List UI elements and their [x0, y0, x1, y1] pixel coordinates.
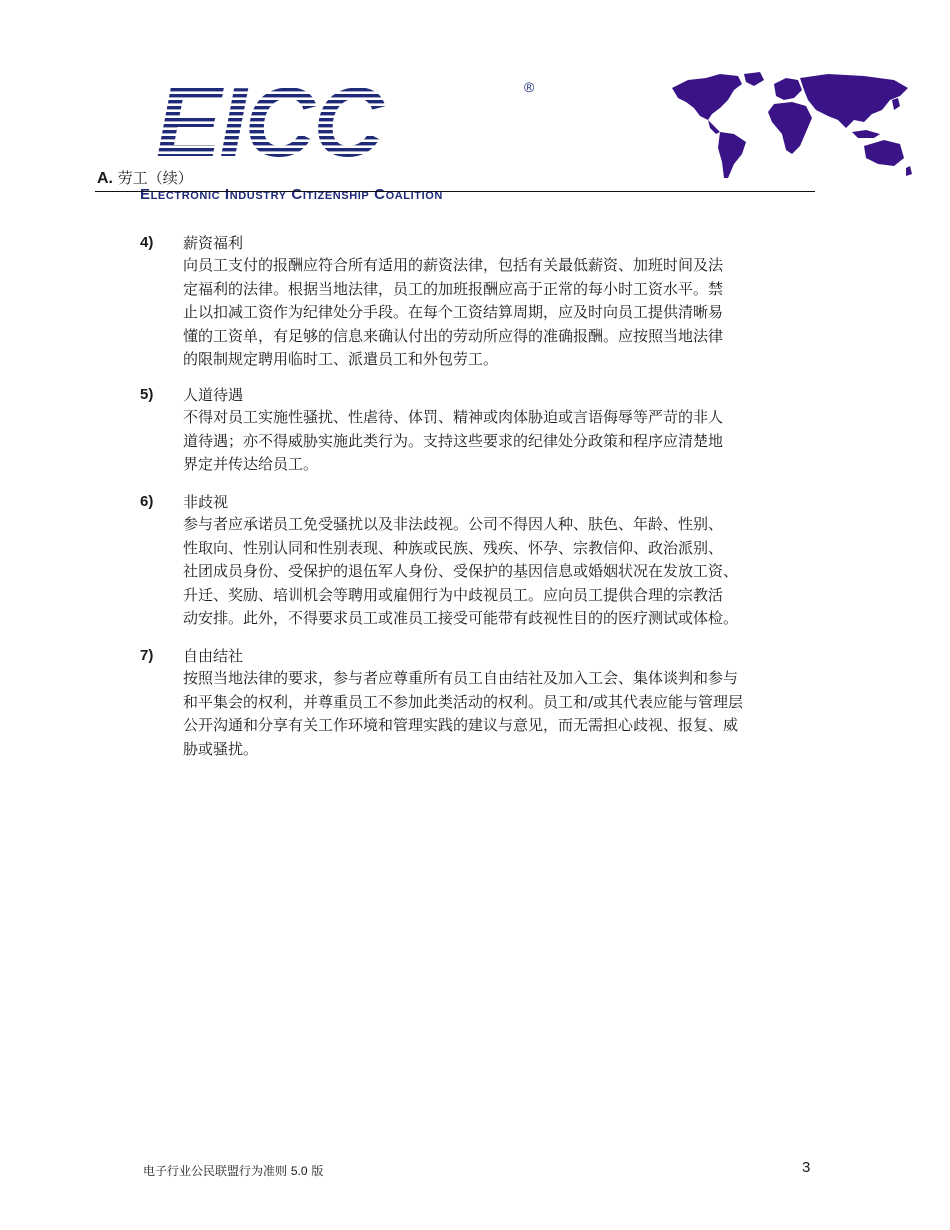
- clause-body: [183, 667, 743, 761]
- clause-number: 4): [140, 234, 154, 251]
- world-map-icon: [668, 70, 913, 182]
- logo-wordmark: EICC: [156, 70, 383, 177]
- clause-line: 定福利的法律。根据当地法律，员工的加班报酬应高于正常的每小时工资水平。禁: [183, 279, 724, 298]
- section-letter: A.: [97, 170, 113, 187]
- clause-title: 自由结社: [183, 647, 244, 665]
- footer-version: 5.0: [290, 1164, 308, 1178]
- clause-line: 向员工支付的报酬应符合所有适用的薪资法律，包括有关最低薪资、加班时间及法: [183, 256, 724, 274]
- clause-line: 界定并传达给员工。: [183, 455, 319, 474]
- clause-line: 按照当地法律的要求，参与者应尊重所有员工自由结社及加入工会、集体谈判和参与: [183, 669, 739, 687]
- clause-number: 5): [140, 386, 154, 403]
- clause-line: 懂的工资单，有足够的信息来确认付出的劳动所应得的准确报酬。应按照当地法律: [183, 326, 724, 345]
- clause-body: [183, 406, 723, 477]
- clause-line: 升迁、奖励、培训机会等聘用或雇佣行为中歧视员工。应向员工提供合理的宗教活: [183, 585, 724, 604]
- footer-title-text: 电子行业公民联盟行为准则: [143, 1164, 288, 1178]
- eicc-logo-mark: [140, 70, 540, 182]
- clause-body: [183, 254, 723, 372]
- clause-line: 动安排。此外，不得要求员工或准员工接受可能带有歧视性目的的医疗测试或体检。: [183, 609, 739, 628]
- logo-subtitle: Electronic Industry Citizenship Coalition: [140, 186, 443, 203]
- footer-document-title: [143, 1162, 323, 1179]
- page-number: 3: [802, 1159, 811, 1176]
- clause-line: 公开沟通和分享有关工作环境和管理实践的建议与意见，而无需担心歧视、报复、威: [183, 716, 739, 735]
- eicc-logo: [140, 70, 540, 208]
- clause-body: [183, 513, 738, 631]
- clause-number: 7): [140, 647, 154, 664]
- clause-title: 非歧视: [183, 493, 229, 511]
- clause-title: 薪资福利: [183, 234, 244, 252]
- section-heading: [97, 168, 193, 189]
- clause-line: 性取向、性别认同和性别表现、种族或民族、残疾、怀孕、宗教信仰、政治派别、: [183, 538, 724, 557]
- clause-line: 的限制规定聘用临时工、派遣员工和外包劳工。: [183, 350, 499, 369]
- clause-title: 人道待遇: [183, 386, 244, 404]
- clause-line: 胁或骚扰。: [183, 739, 259, 758]
- clause-line: 和平集会的权利，并尊重员工不参加此类活动的权利。员工和/或其代表应能与管理层: [183, 692, 744, 711]
- section-title: 劳工（续）: [117, 169, 193, 187]
- clause-line: 止以扣减工资作为纪律处分手段。在每个工资结算周期，应及时向员工提供清晰易: [183, 303, 724, 322]
- clause-line: 社团成员身份、受保护的退伍军人身份、受保护的基因信息或婚姻状况在发放工资、: [183, 562, 739, 581]
- header-rule: [95, 191, 815, 192]
- footer-version-suffix: 版: [311, 1164, 324, 1178]
- clause-line: 不得对员工实施性骚扰、性虐待、体罚、精神或肉体胁迫或言语侮辱等严苛的非人: [183, 408, 724, 426]
- clause-line: 参与者应承诺员工免受骚扰以及非法歧视。公司不得因人种、肤色、年龄、性别、: [183, 515, 724, 533]
- clause-number: 6): [140, 493, 154, 510]
- clause-line: 道待遇；亦不得威胁实施此类行为。支持这些要求的纪律处分政策和程序应清楚地: [183, 431, 724, 450]
- registered-mark: ®: [524, 79, 535, 95]
